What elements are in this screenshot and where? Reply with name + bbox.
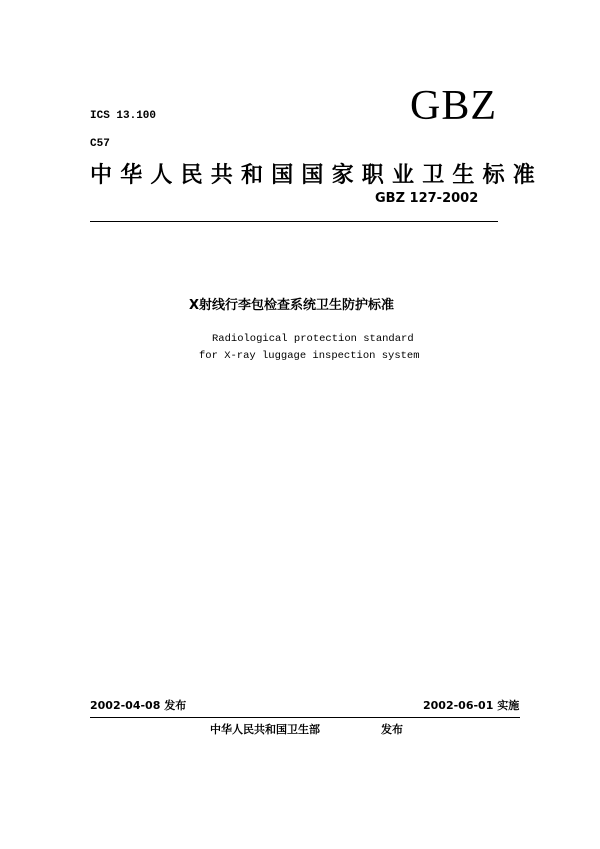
document-title-cn: X射线行李包检查系统卫生防护标准 — [189, 298, 395, 313]
document-title-en-line2: for X-ray luggage inspection system — [199, 350, 420, 362]
standard-number: GBZ 127-2002 — [375, 191, 479, 206]
publish-date: 2002-04-08 发布 — [90, 699, 187, 712]
ccs-code: C57 — [90, 138, 110, 150]
issuer-action: 发布 — [381, 723, 403, 736]
top-divider — [90, 221, 498, 222]
ics-code: ICS 13.100 — [90, 110, 157, 122]
document-title-en-line1: Radiological protection standard — [212, 333, 414, 345]
gbz-logo: GBZ — [410, 83, 497, 129]
standard-title: 中华人民共和国国家职业卫生标准 — [90, 163, 544, 188]
effective-date: 2002-06-01 实施 — [423, 699, 520, 712]
issuer: 中华人民共和国卫生部 — [210, 723, 320, 736]
bottom-divider — [90, 717, 520, 718]
